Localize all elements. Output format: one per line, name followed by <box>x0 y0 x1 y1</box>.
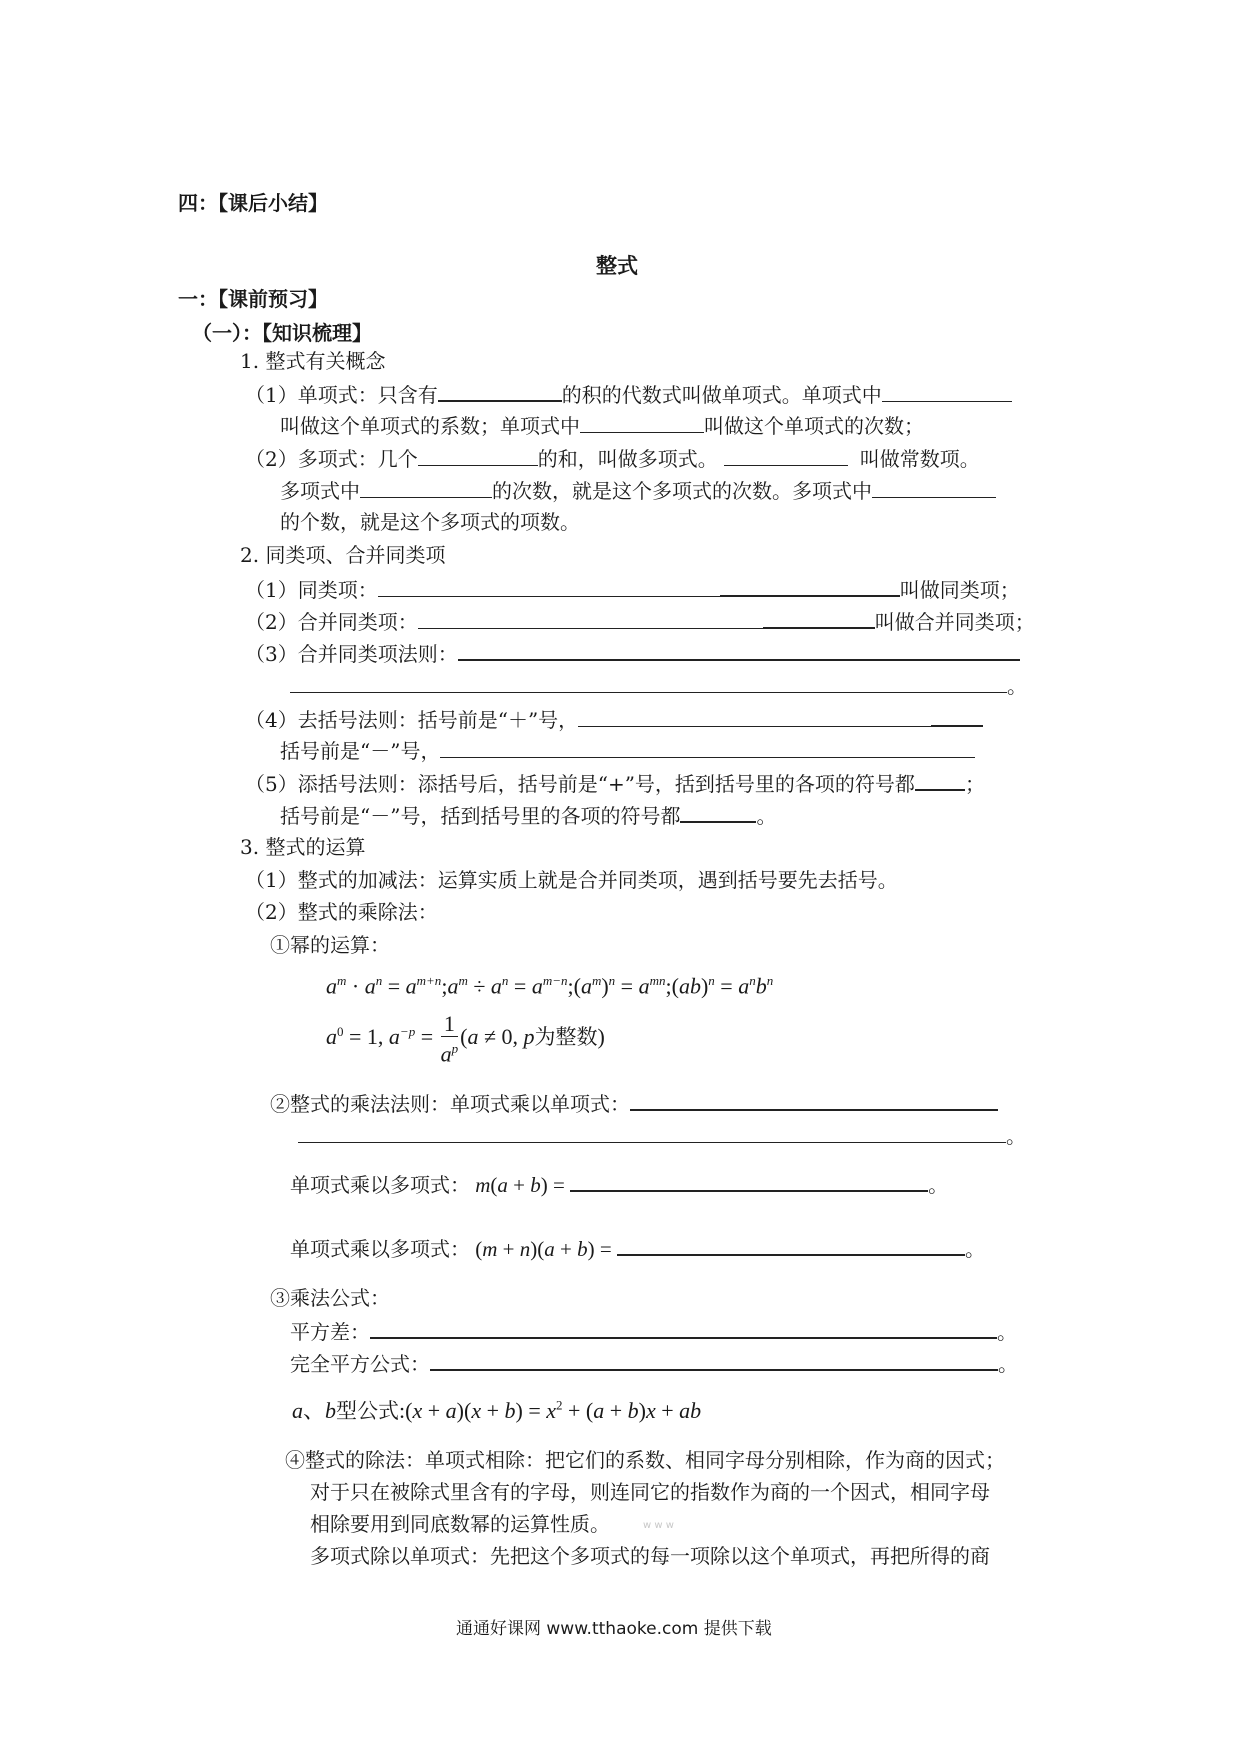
blank <box>680 801 756 823</box>
blank <box>580 412 704 433</box>
item1-l3b: 的和，叫做多项式。 <box>537 447 718 471</box>
section1-heading: 一：【课前预习】 <box>178 287 328 311</box>
item1-l4b: 的次数，就是这个多项式的次数。多项式中 <box>492 479 872 503</box>
item1-line4 <box>280 477 996 504</box>
page-title: 整式 <box>596 253 638 278</box>
subsection-heading: （一）：【知识梳理】 <box>192 321 372 345</box>
perfect-square-end: 。 <box>998 1352 1018 1376</box>
blank <box>378 576 720 597</box>
item1-line1 <box>245 380 1012 408</box>
item1-l2b: 叫做这个单项式的次数； <box>704 414 924 438</box>
item2-l8a: 括号前是“－”号，括到括号里的各项的符号都 <box>280 804 681 828</box>
ab-type-formula: a、b型公式:(x + $a)(x + b) = x^2 + (a + b)x$ + ab <box>292 1397 702 1423</box>
blank <box>458 639 1020 661</box>
division-line3: 相除要用到同底数幂的运算性质。 <box>310 1512 610 1536</box>
item2-line8 <box>280 801 776 829</box>
item2-l6a: 括号前是“－”号， <box>280 739 441 763</box>
item3-line2: （2）整式的乘除法： <box>245 900 438 924</box>
mono-poly-line: 单项式乘以多项式： m(a + b) = 。 <box>290 1170 948 1198</box>
blank <box>438 380 562 402</box>
item2-l2b: 叫做合并同类项； <box>874 610 1035 634</box>
power-rules-formula: $a^m \cdot a^n$ = $a^{m+n};a^m \div a^n$ = $a^{m-n};(a^m)^n$ = $a^{mn};(ab)^n = a^nb^n$ <box>326 973 774 999</box>
item2-l8b: 。 <box>756 804 777 828</box>
item2-l2a: （2）合并同类项： <box>245 610 418 634</box>
item2-line4 <box>290 672 1027 699</box>
page-footer: 通通好课网 www.tthaoke.com 提供下载 <box>456 1619 772 1639</box>
item2-l5a: （4）去括号法则：括号前是“＋”号， <box>245 708 579 732</box>
blank <box>872 477 996 498</box>
item1-l3a: （2）多项式：几个 <box>245 447 418 471</box>
blank <box>298 1122 1006 1143</box>
item1-line5: 的个数，就是这个多项式的项数。 <box>280 510 580 534</box>
blank <box>720 575 900 597</box>
mono-poly-end: 。 <box>928 1173 949 1197</box>
division-line2: 对于只在被除式里含有的字母，则连同它的指数作为商的一个因式，相同字母 <box>310 1480 990 1504</box>
blank <box>931 705 983 727</box>
item1-l1a: （1）单项式：只含有 <box>245 383 438 407</box>
mono-poly-label: 单项式乘以多项式： <box>290 1173 470 1197</box>
blank <box>630 1089 998 1111</box>
square-difference-line <box>290 1317 1017 1345</box>
perfect-square-line <box>290 1349 1018 1377</box>
blank <box>360 477 492 498</box>
item1-line3 <box>245 445 980 472</box>
item2-l7a: （5）添括号法则：添括号后，括号前是“+”号，括到括号里的各项的符号都 <box>245 772 915 796</box>
square-difference-label: 平方差： <box>290 1320 370 1344</box>
blank <box>290 672 1007 693</box>
item2-l1b: 叫做同类项； <box>899 578 1020 602</box>
item2-line2 <box>245 607 1035 635</box>
blank <box>578 706 931 727</box>
poly-poly-label: 单项式乘以多项式： <box>290 1237 470 1261</box>
item3-c2a: ②整式的乘法法则：单项式乘以单项式： <box>270 1092 630 1116</box>
watermark: w w w <box>643 1520 674 1531</box>
item2-line7 <box>245 769 985 797</box>
blank <box>370 1317 997 1339</box>
item1-title: 1. 整式有关概念 <box>240 349 386 373</box>
item1-l1b: 的积的代数式叫做单项式。单项式中 <box>561 383 882 407</box>
item2-title: 2. 同类项、合并同类项 <box>240 543 446 567</box>
item1-l2a: 叫做这个单项式的系数；单项式中 <box>280 414 580 438</box>
item3-c2end: 。 <box>1006 1124 1026 1148</box>
blank <box>915 769 965 791</box>
blank <box>418 445 538 466</box>
blank <box>763 607 875 629</box>
item3-c1: ①幂的运算： <box>270 933 390 957</box>
item3-c3: ③乘法公式： <box>270 1286 390 1310</box>
item2-line5 <box>245 705 983 733</box>
section4-heading: 四：【课后小结】 <box>178 191 328 215</box>
blank <box>785 737 975 758</box>
item3-title: 3. 整式的运算 <box>240 835 366 859</box>
blank <box>570 1170 928 1192</box>
blank <box>418 608 763 629</box>
zero-negative-exponent-formula: $a^0 = 1$, $a^{-p}$ = $\frac{1}{a^p}$ (a ≠ 0, p为整数) <box>326 1011 605 1067</box>
item2-line3 <box>245 639 1020 667</box>
blank <box>430 1349 998 1371</box>
item3-c2-line2 <box>298 1122 1026 1149</box>
item1-line2 <box>280 412 924 439</box>
item2-l3: （3）合并同类项法则： <box>245 642 458 666</box>
division-line1: ④整式的除法：单项式相除：把它们的系数、相同字母分别相除，作为商的因式； <box>285 1448 1005 1472</box>
poly-poly-line: 单项式乘以多项式： (m + n)(a + b) = 。 <box>290 1234 985 1262</box>
item3-c2 <box>270 1089 998 1117</box>
blank <box>617 1234 965 1256</box>
perfect-square-label: 完全平方公式： <box>290 1352 430 1376</box>
item2-line6 <box>280 737 975 764</box>
division-line4: 多项式除以单项式：先把这个多项式的每一项除以这个单项式，再把所得的商 <box>310 1544 990 1568</box>
item2-l4: 。 <box>1007 674 1027 698</box>
item2-line1 <box>245 575 1020 603</box>
blank <box>724 445 848 466</box>
square-difference-end: 。 <box>997 1320 1017 1344</box>
item2-l7b: ； <box>964 772 985 796</box>
poly-poly-end: 。 <box>964 1237 985 1261</box>
blank <box>440 737 785 758</box>
item1-l4a: 多项式中 <box>280 479 360 503</box>
item1-l3c: 叫做常数项。 <box>859 447 980 471</box>
blank <box>882 381 1012 402</box>
item2-l1a: （1）同类项： <box>245 578 378 602</box>
item3-line1: （1）整式的加减法：运算实质上就是合并同类项，遇到括号要先去括号。 <box>245 868 898 892</box>
ab-type-label: 型公式 <box>336 1399 400 1423</box>
